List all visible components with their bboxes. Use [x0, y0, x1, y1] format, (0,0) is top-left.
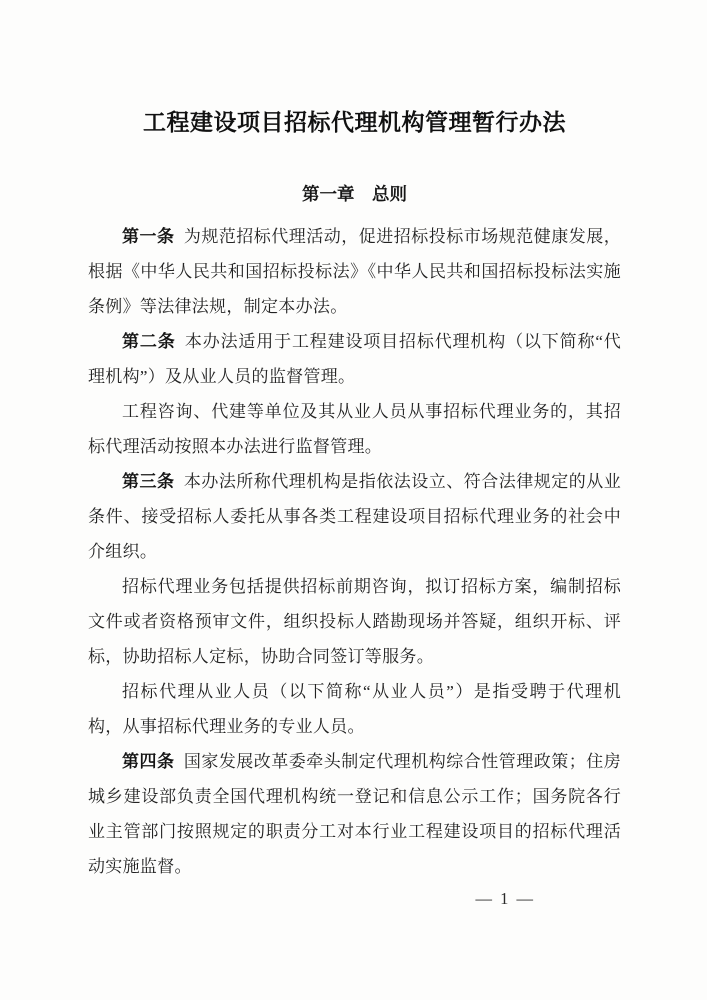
page-number: — 1 —: [475, 889, 535, 908]
document-content: [0, 106, 707, 911]
chapter-heading: 第一章 总则: [302, 184, 407, 204]
article-number-label: 第二条: [122, 332, 176, 351]
paragraph-text: 工程咨询、代建等单位及其从业人员从事招标代理业务的，其招标代理活动按照本办法进行监督管理。: [88, 402, 621, 456]
paragraph-article-3-cont-2: [88, 674, 621, 744]
article-body: [88, 219, 621, 884]
article-number-label: 第一条: [122, 227, 175, 246]
paragraph-text: 招标代理业务包括提供招标前期咨询，拟订招标方案，编制招标文件或者资格预审文件，组织投标人踏勘现场并答疑，组织开标、评标，协助招标人定标，协助合同签订等服务。: [88, 577, 621, 666]
paragraph-text: 为规范招标代理活动，促进招标投标市场规范健康发展，根据《中华人民共和国招标投标法》《中华人民共和国招标投标法实施条例》等法律法规，制定本办法。: [88, 227, 621, 316]
paragraph-article-1: [88, 219, 621, 324]
paragraph-text: 本办法适用于工程建设项目招标代理机构（以下简称“代理机构”）及从业人员的监督管理。: [88, 332, 622, 386]
document-title: 工程建设项目招标代理机构管理暂行办法: [143, 109, 566, 135]
paragraph-article-2-cont: [88, 394, 621, 464]
paragraph-article-2: [88, 324, 621, 394]
article-number-label: 第四条: [122, 752, 175, 771]
paragraph-text: 招标代理从业人员（以下简称“从业人员”）是指受聘于代理机构，从事招标代理业务的专业人员。: [88, 682, 621, 736]
paragraph-article-4: [88, 744, 621, 884]
paragraph-text: 国家发展改革委牵头制定代理机构综合性管理政策；住房城乡建设部负责全国代理机构统一登记和信息公示工作；国务院各行业主管部门按照规定的职责分工对本行业工程建设项目的招标代理活动实施监督。: [88, 752, 621, 876]
paragraph-article-3-cont-1: [88, 569, 621, 674]
paragraph-text: 本办法所称代理机构是指依法设立、符合法律规定的从业条件、接受招标人委托从事各类工程建设项目招标代理业务的社会中介组织。: [88, 472, 621, 561]
article-number-label: 第三条: [122, 472, 175, 491]
paragraph-article-3: [88, 464, 621, 569]
